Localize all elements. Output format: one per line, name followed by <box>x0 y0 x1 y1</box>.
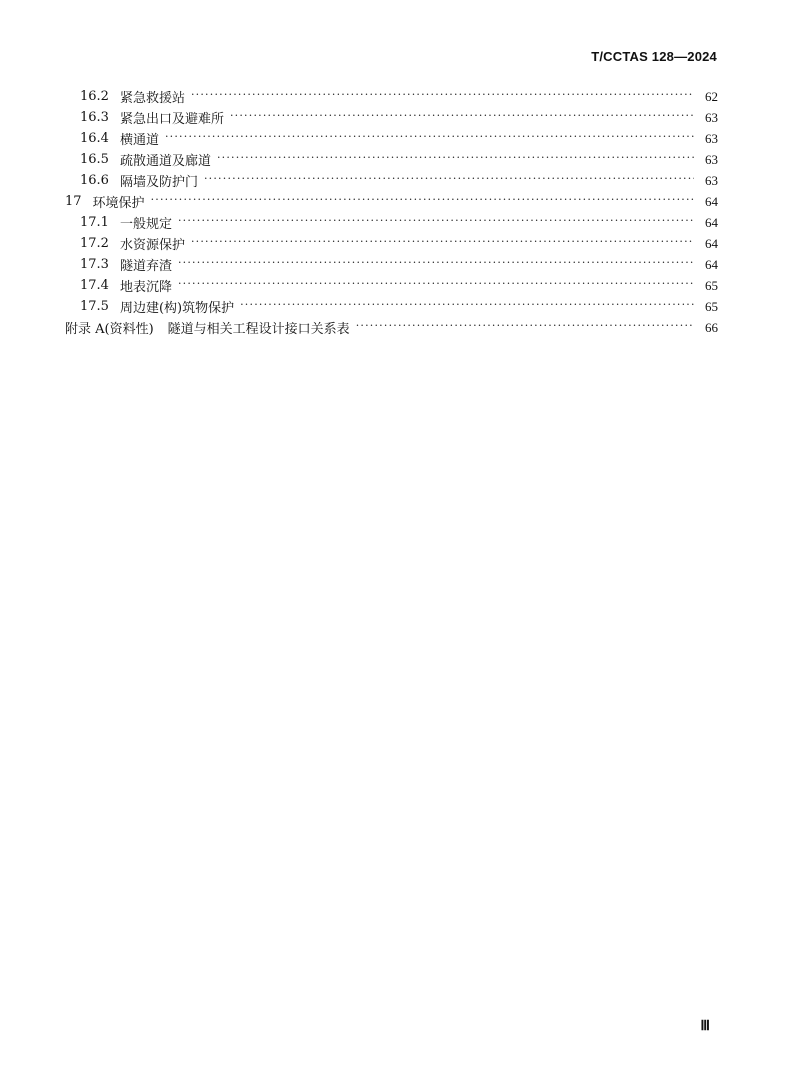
toc-entry[interactable] <box>80 107 718 128</box>
toc-entry-page: 62 <box>705 88 718 104</box>
toc-leader-dots <box>178 275 694 296</box>
page-number: Ⅲ <box>700 1019 710 1034</box>
toc-entry-title: 一般规定 <box>119 217 172 232</box>
toc-entry-number: 16.3 <box>80 110 109 125</box>
toc-entry-number: 17 <box>65 194 82 209</box>
toc-entry-page: 63 <box>705 151 718 167</box>
toc-entry[interactable] <box>80 170 718 191</box>
toc-entry-page: 64 <box>705 193 718 209</box>
toc-entry-title: 横通道 <box>119 133 159 148</box>
toc-entry-title: 紧急救援站 <box>119 91 185 106</box>
toc-entry-page: 65 <box>705 298 718 314</box>
toc-leader-dots <box>191 233 694 254</box>
toc-entry-title: 周边建(构)筑物保护 <box>119 301 235 316</box>
toc-entry-number: 17.2 <box>80 236 109 251</box>
toc-leader-dots <box>178 212 694 233</box>
toc-entry-title: 疏散通道及廊道 <box>119 154 211 169</box>
toc-entry-number: 17.4 <box>80 278 109 293</box>
toc-entry-page: 66 <box>705 319 718 335</box>
toc-entry[interactable] <box>80 212 718 233</box>
toc-appendix-entry[interactable] <box>65 317 718 338</box>
toc-entry[interactable] <box>80 296 718 317</box>
toc-leader-dots <box>178 254 694 275</box>
toc-leader-dots <box>240 296 694 317</box>
toc-leader-dots <box>217 149 694 170</box>
toc-entry-page: 64 <box>705 235 718 251</box>
toc-entry-title: 环境保护 <box>92 196 145 211</box>
toc-leader-dots <box>356 317 694 338</box>
toc-entry-title: 地表沉降 <box>119 280 172 295</box>
toc-entry-number: 16.2 <box>80 89 109 104</box>
toc-entry-page: 65 <box>705 277 718 293</box>
toc-entry-number: 16.5 <box>80 152 109 167</box>
toc-leader-dots <box>165 128 694 149</box>
toc-leader-dots <box>204 170 694 191</box>
toc-leader-dots <box>191 86 694 107</box>
toc-leader-dots <box>230 107 694 128</box>
toc-entry-page: 63 <box>705 172 718 188</box>
toc-entry-page: 63 <box>705 109 718 125</box>
toc-entry[interactable] <box>80 86 718 107</box>
toc-leader-dots <box>151 191 694 212</box>
toc-entry-number: 17.3 <box>80 257 109 272</box>
toc-entry-page: 64 <box>705 214 718 230</box>
toc-entry[interactable] <box>80 149 718 170</box>
toc-entry-number: 16.6 <box>80 173 109 188</box>
toc-entry[interactable] <box>80 128 718 149</box>
toc-entry-title: 隧道与相关工程设计接口关系表 <box>167 322 350 337</box>
toc-entry-title: 水资源保护 <box>119 238 185 253</box>
toc-entry[interactable] <box>80 275 718 296</box>
toc-entry-number: 附录 A(资料性) <box>65 322 154 337</box>
toc-entry[interactable] <box>80 254 718 275</box>
toc-chapter-entry[interactable] <box>65 191 718 212</box>
toc-entry-page: 64 <box>705 256 718 272</box>
toc-entry[interactable] <box>80 233 718 254</box>
toc-entry-number: 17.5 <box>80 299 109 314</box>
toc-entry-title: 隧道弃渣 <box>119 259 172 274</box>
toc-entry-title: 隔墙及防护门 <box>119 175 198 190</box>
standard-code: T/CCTAS 128—2024 <box>591 49 717 64</box>
toc-entry-number: 17.1 <box>80 215 109 230</box>
toc-entry-number: 16.4 <box>80 131 109 146</box>
toc-entry-title: 紧急出口及避难所 <box>119 112 224 127</box>
toc-entry-page: 63 <box>705 130 718 146</box>
